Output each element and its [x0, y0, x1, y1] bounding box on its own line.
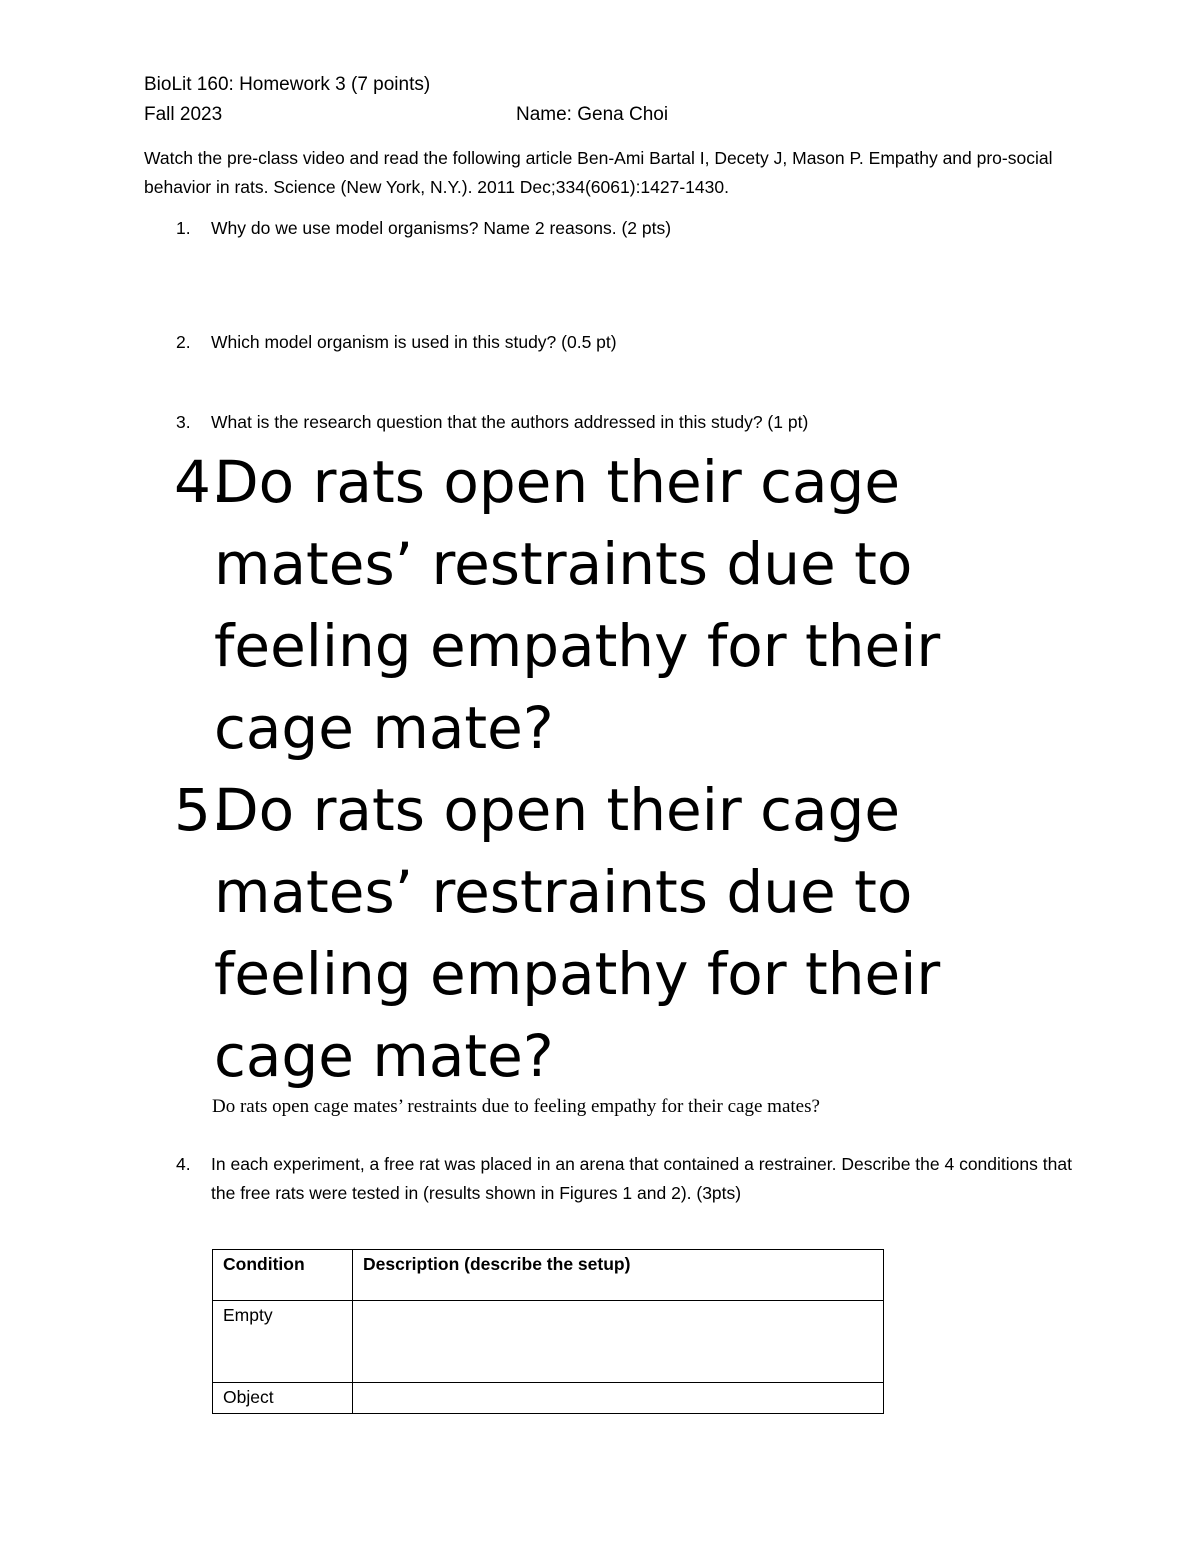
conditions-table	[212, 1249, 884, 1414]
answer-large-4	[174, 441, 1074, 769]
question-number: 1.	[176, 218, 191, 238]
condition-cell: Empty	[213, 1301, 353, 1383]
table-header-row	[213, 1250, 884, 1301]
description-cell[interactable]	[353, 1383, 884, 1414]
answer-text: Do rats open their cage mates’ restraints due to feeling empathy for their cage mate?	[214, 448, 941, 762]
term-label: Fall 2023	[144, 104, 223, 125]
question-number: 4.	[176, 1154, 191, 1174]
question-number: 3.	[176, 412, 191, 432]
student-name: Name: Gena Choi	[516, 104, 669, 125]
column-header-condition: Condition	[213, 1250, 353, 1301]
question-3	[176, 408, 808, 437]
answer-number: 5.	[174, 776, 230, 844]
column-header-description: Description (describe the setup)	[353, 1250, 884, 1301]
course-title: BioLit 160: Homework 3 (7 points)	[144, 74, 431, 95]
question-text: Which model organism is used in this study? (0.5 pt)	[211, 332, 617, 352]
table-row	[213, 1383, 884, 1414]
answer-large-5	[174, 769, 1074, 1097]
question-4	[176, 1150, 1086, 1208]
question-2	[176, 328, 617, 357]
answer-text: Do rats open their cage mates’ restraints due to feeling empathy for their cage mate?	[214, 776, 941, 1090]
question-text: In each experiment, a free rat was placed in an arena that contained a restrainer. Describe the 4 conditions that the free rats were tested in (results shown in Figures 1 and 2). (3pts)	[211, 1154, 1072, 1203]
table-row	[213, 1301, 884, 1383]
question-text: What is the research question that the authors addressed in this study? (1 pt)	[211, 412, 809, 432]
assignment-intro: Watch the pre-class video and read the following article Ben-Ami Bartal I, Decety J, Mason P. Empathy and pro-social behavior in rats. Science (New York, N.Y.). 2011 Dec;334(6061):1427-1430.	[144, 148, 1053, 197]
condition-cell: Object	[213, 1383, 353, 1414]
description-cell[interactable]	[353, 1301, 884, 1383]
question-text: Why do we use model organisms? Name 2 reasons. (2 pts)	[211, 218, 672, 238]
answer-typed: Do rats open cage mates’ restraints due to feeling empathy for their cage mates?	[212, 1096, 820, 1117]
question-1	[176, 214, 671, 243]
answer-number: 4.	[174, 448, 230, 516]
question-number: 2.	[176, 332, 191, 352]
